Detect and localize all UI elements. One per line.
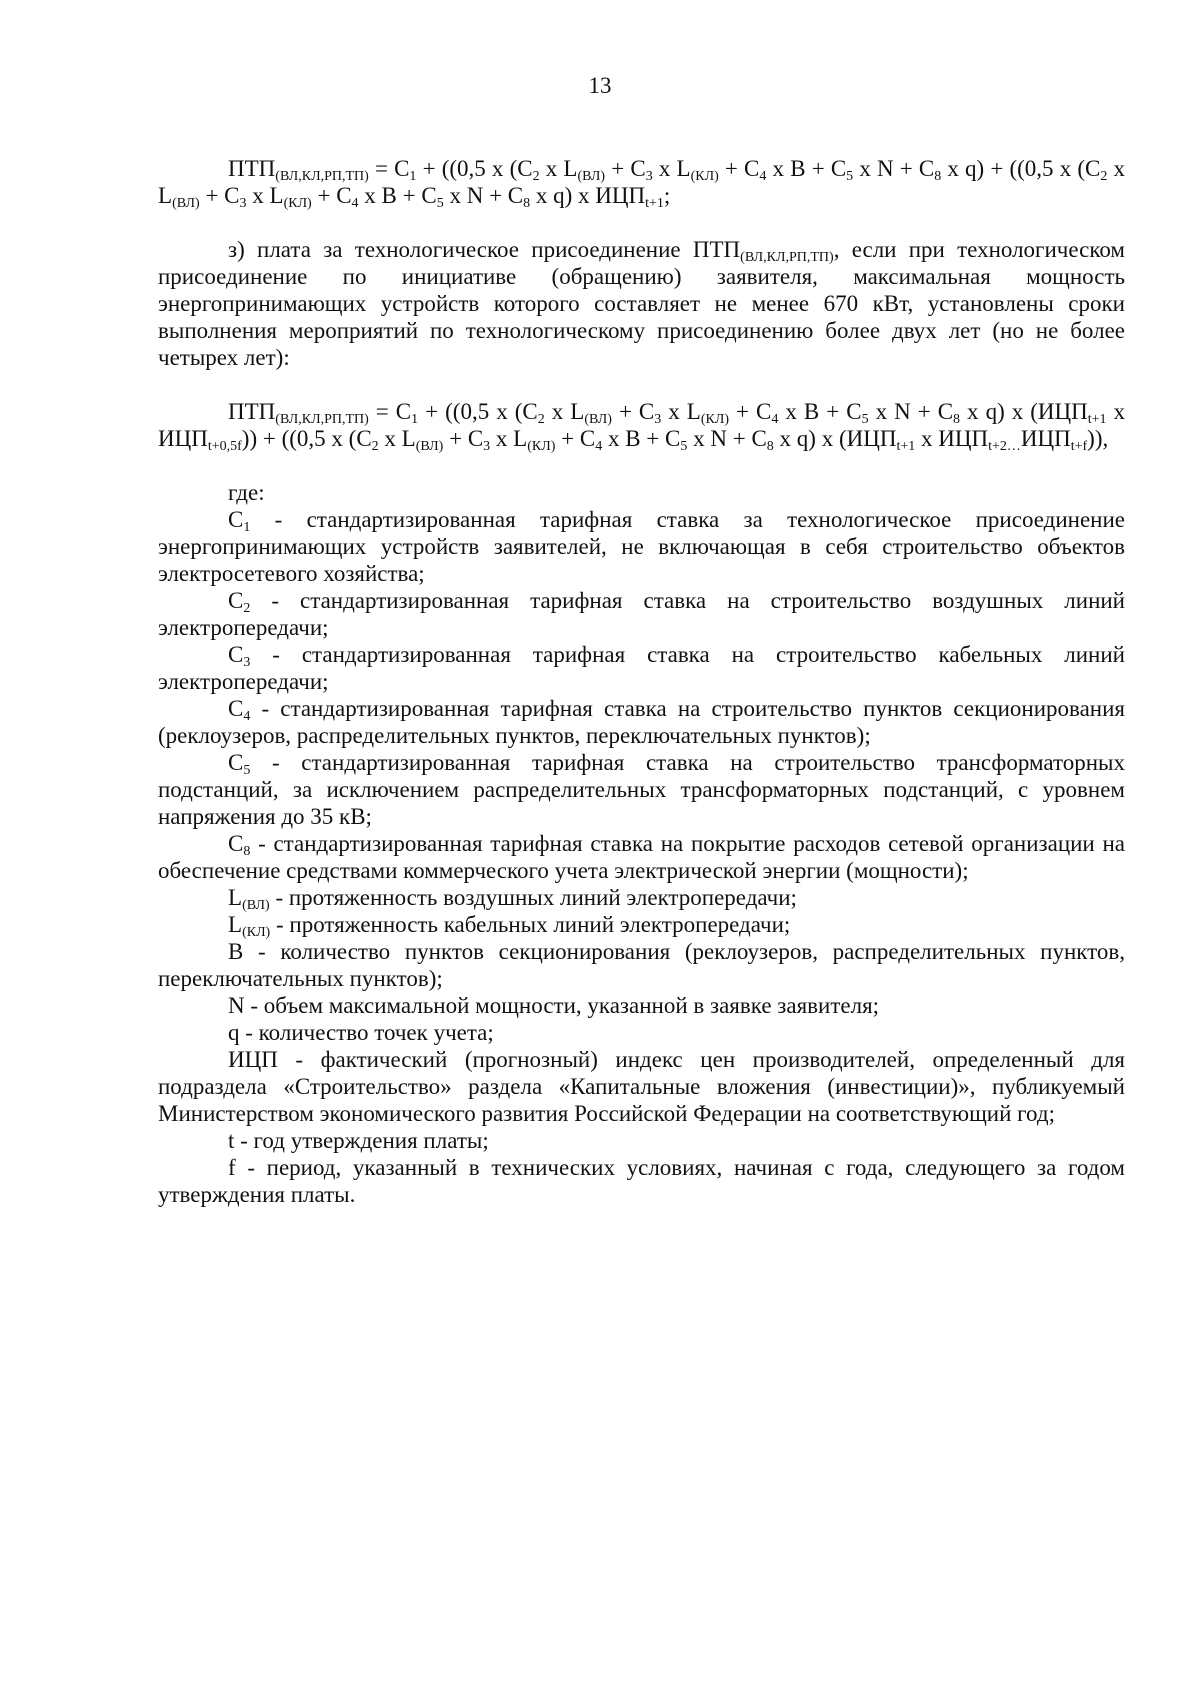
- subscript: 4: [351, 196, 359, 211]
- subscript: 5: [846, 169, 854, 184]
- definition-icp: ИЦП - фактический (прогнозный) индекс цен производителей, определенный для подраздела «Строительство» раздела «Капитальные вложения (инвестиции)», публикуемый Министерством экономического развития Российской Федерации на соответствующий год;: [158, 1047, 1125, 1126]
- subscript: t+f: [1070, 439, 1088, 454]
- subscript: t+0,5f: [207, 439, 242, 454]
- subscript: 3: [243, 655, 251, 670]
- subscript: (ВЛ,КЛ,РП,ТП): [275, 169, 369, 184]
- definition-c1: $С_1$ - стандартизированная тарифная ставка за технологическое присоединение энергопринимающих устройств заявителей, не включающая в себя строительство объектов электросетевого хозяйства;: [158, 507, 1125, 586]
- subscript: 8: [934, 169, 942, 184]
- subscript: 8: [243, 844, 251, 859]
- subscript: (ВЛ): [584, 412, 612, 427]
- subscript: 3: [645, 169, 653, 184]
- subscript: 8: [953, 412, 961, 427]
- subscript: (КЛ): [690, 169, 719, 184]
- subscript: 3: [483, 439, 491, 454]
- definition-n: N - объем максимальной мощности, указанной в заявке заявителя;: [228, 993, 880, 1018]
- definition-c4: $С_4$ - стандартизированная тарифная ставка на строительство пунктов секционирования (реклоузеров, распределительных пунктов, переключательных пунктов);: [158, 696, 1125, 748]
- subscript: (КЛ): [242, 925, 271, 940]
- subscript: 4: [595, 439, 603, 454]
- subscript: 1: [243, 520, 251, 535]
- definition-f: f - период, указанный в технических условиях, начиная с года, следующего за годом утверждения платы.: [158, 1155, 1125, 1207]
- subscript: 2: [1100, 169, 1108, 184]
- subscript: 3: [239, 196, 247, 211]
- definition-c5: $С_5$ - стандартизированная тарифная ставка на строительство трансформаторных подстанций, за исключением распределительных трансформаторных подстанций, с уровнем напряжения до 35 кВ;: [158, 750, 1125, 829]
- where-label: где:: [228, 480, 265, 505]
- subscript: 5: [243, 763, 251, 778]
- subscript: (ВЛ): [577, 169, 606, 184]
- subscript: (ВЛ): [415, 439, 444, 454]
- subscript: t+1: [896, 439, 916, 454]
- subscript: 5: [680, 439, 688, 454]
- subscript: (ВЛ,КЛ,РП,ТП): [275, 412, 369, 427]
- subscript: (ВЛ): [242, 898, 270, 913]
- page-body: [158, 155, 1125, 1208]
- subscript: (КЛ): [527, 439, 556, 454]
- subscript: 2: [537, 412, 545, 427]
- definitions-list: [158, 506, 1125, 1208]
- subscript: 1: [411, 412, 419, 427]
- subscript: t+1: [645, 196, 664, 211]
- subscript: 5: [436, 196, 444, 211]
- subscript: (КЛ): [700, 412, 730, 427]
- subscript: 8: [523, 196, 531, 211]
- definition-c3: $С_3$ - стандартизированная тарифная ставка на строительство кабельных линий электропередачи;: [158, 642, 1125, 694]
- definition-b: B - количество пунктов секционирования (реклоузеров, распределительных пунктов, переключательных пунктов);: [158, 939, 1125, 991]
- subscript: 3: [654, 412, 662, 427]
- subscript: 1: [409, 169, 417, 184]
- subscript: 8: [766, 439, 774, 454]
- definition-c8: $С_8$ - стандартизированная тарифная ставка на покрытие расходов сетевой организации на обеспечение средствами коммерческого учета электрической энергии (мощности);: [158, 831, 1125, 883]
- subscript: 2: [532, 169, 540, 184]
- page-number: 13: [588, 73, 612, 98]
- subscript: 4: [771, 412, 779, 427]
- subscript: 5: [861, 412, 869, 427]
- subscript: 2: [371, 439, 379, 454]
- subscript: 4: [243, 709, 251, 724]
- subscript: (ВЛ): [172, 196, 200, 211]
- subscript: (КЛ): [283, 196, 312, 211]
- definition-t: t - год утверждения платы;: [228, 1128, 489, 1153]
- definition-l-kl: $L_{(КЛ)}$ - протяженность кабельных линий электропередачи;: [228, 912, 791, 940]
- subscript: 4: [759, 169, 767, 184]
- formula-ptp-1: $ПТП_{(ВЛ,КЛ,РП,ТП)} = С_1 + ((0,5$ x ($С_2$ x $L_{(ВЛ)} + С_3$ x $L_{(КЛ)} + С_4$ x $B + С_5$ x $N + С_8$ x q) + ((0,5 x ($С_2$ x $L_{(ВЛ)} + С_3$ x $L_{(КЛ)} + С_4$ x $B + С_5$ x $N + С_8$ x q) x $ИЦП_{t+1}$;: [158, 156, 1126, 211]
- definition-c2: $С_2$ - стандартизированная тарифная ставка на строительство воздушных линий электропередачи;: [158, 588, 1125, 640]
- formula-ptp-2: $ПТП_{(ВЛ,КЛ,РП,ТП)} = С_1 + ((0,5$ x ($С_2$ x $L_{(ВЛ)} + С_3$ x $L_{(КЛ)} + С_4$ x $B + С_5$ x $N + С_8$ x q) x ($ИЦП_{t+1}$ x $ИЦП_{t+0,5f})) + ((0,5$ x ($С_2$ x $L_{(ВЛ)} + С_3$ x $L_{(КЛ)} + С_4$ x $B + С_5$ x $N + С_8$ x q) x ($ИЦП_{t+1}$ x $ИЦП_{t+2\dots}ИЦП_{t+f}$)),: [158, 399, 1126, 454]
- definition-q: q - количество точек учета;: [228, 1020, 494, 1045]
- paragraph-z: з) плата за технологическое присоединение $ПТП_{(ВЛ,КЛ,РП,ТП)}$, если при технологическом присоединение по инициативе (обращению) заявителя, максимальная мощность энергопринимающих устройств которого составляет не менее 670 кВт, установлены сроки выполнения мероприятий по технологическому присоединению более двух лет (но не более четырех лет):: [158, 237, 1125, 370]
- subscript: (ВЛ,КЛ,РП,ТП): [740, 250, 834, 265]
- subscript: t+1: [1087, 412, 1107, 427]
- subscript: t+2…: [988, 439, 1021, 454]
- subscript: 2: [243, 601, 251, 616]
- definition-l-vl: $L_{(ВЛ)}$ - протяженность воздушных линий электропередачи;: [228, 885, 797, 913]
